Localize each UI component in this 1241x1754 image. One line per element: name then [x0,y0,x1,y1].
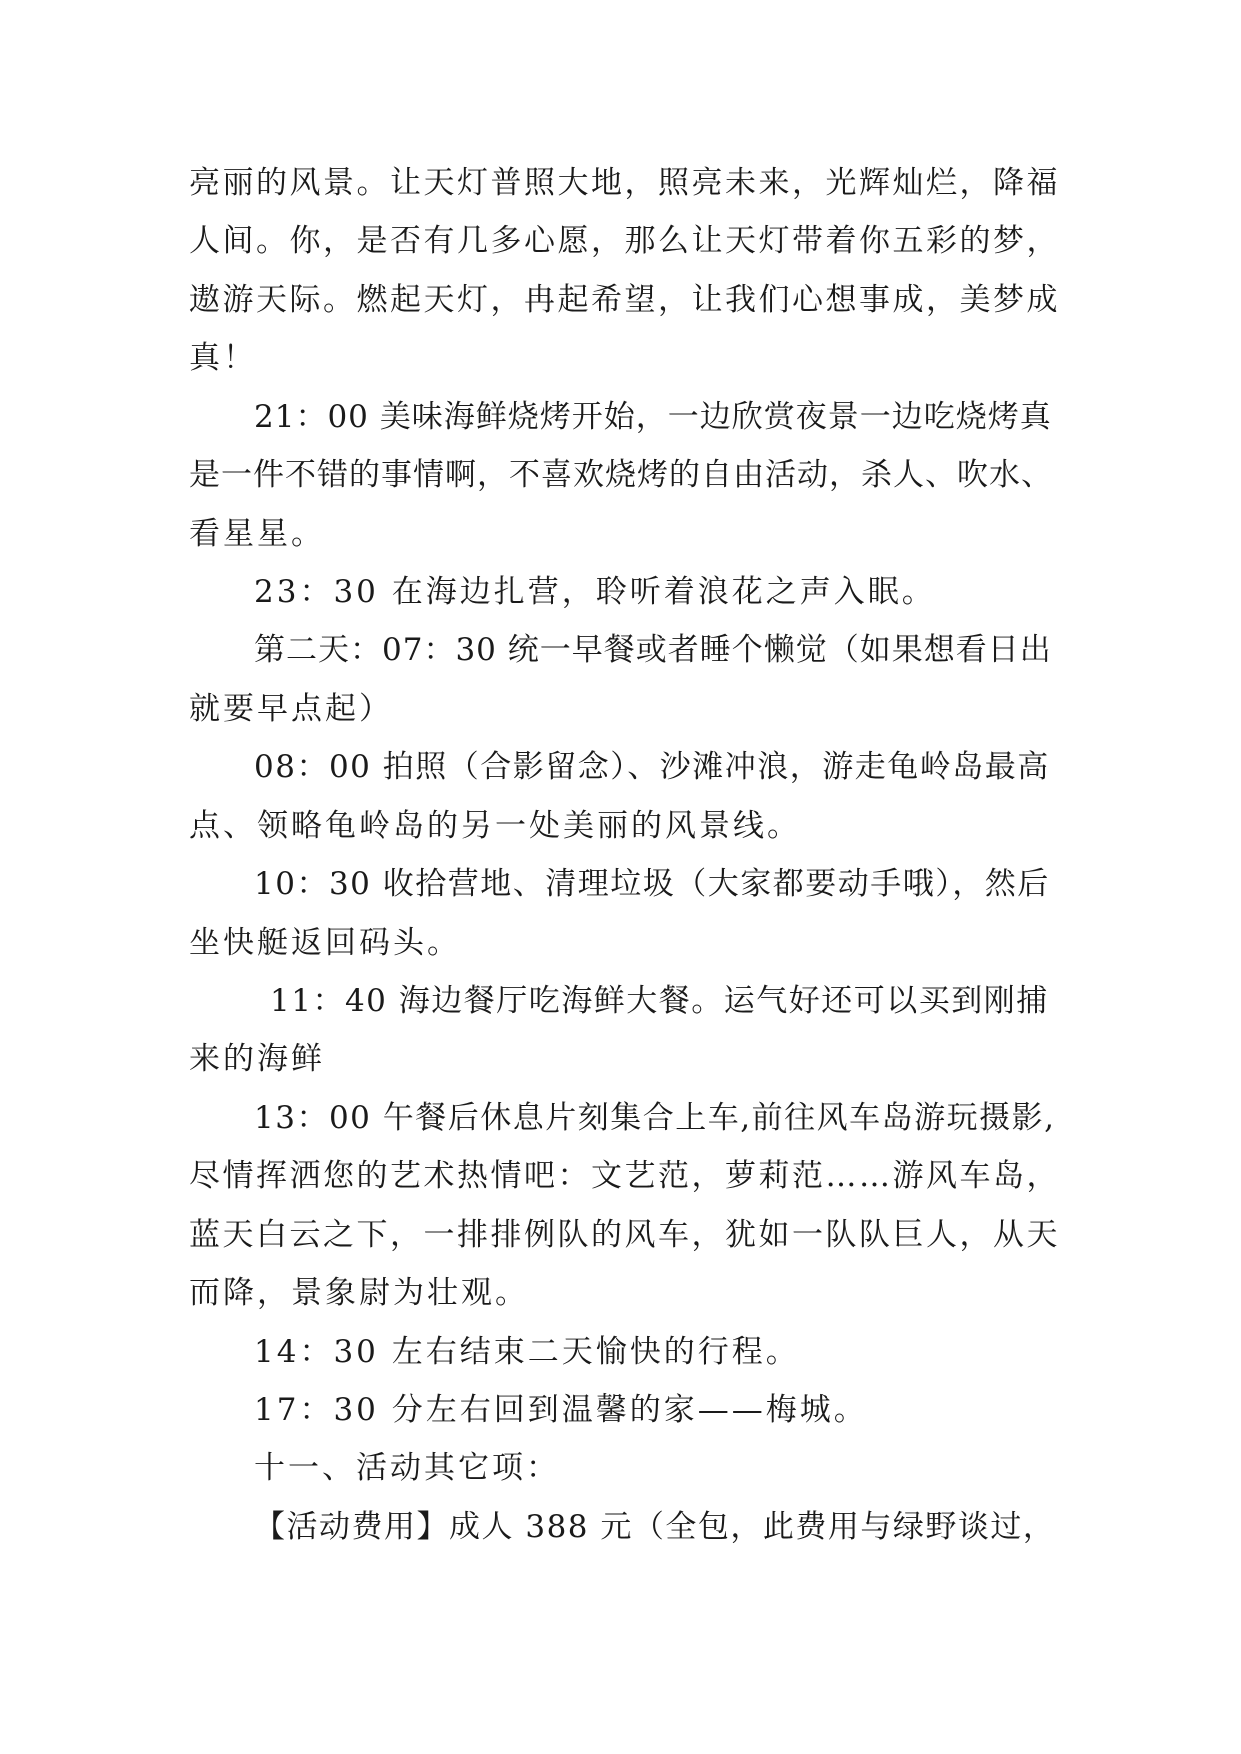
text-line: 23：30 在海边扎营，聆听着浪花之声入眠。 [254,574,936,610]
text-line: 08：00 拍照（合影留念）、沙滩冲浪，游走龟岭岛最高 [254,749,1050,785]
text-line: 【活动费用】成人 388 元（全包，此费用与绿野谈过， [254,1509,1056,1545]
text-line: 21：00 美味海鲜烧烤开始，一边欣赏夜景一边吃烧烤真 [254,399,1052,435]
text-line: 坐快艇返回码头。 [189,925,461,961]
text-line: 13：00 午餐后休息片刻集合上车,前往风车岛游玩摄影, [254,1100,1056,1136]
text-line: 人间。你，是否有几多心愿，那么让天灯带着你五彩的梦， [189,223,1060,259]
text-line: 就要早点起） [189,691,393,727]
text-line: 第二天：07：30 统一早餐或者睡个懒觉（如果想看日出 [254,632,1052,668]
text-line: 17：30 分左右回到温馨的家——梅城。 [254,1392,868,1428]
text-line: 10：30 收拾营地、清理垃圾（大家都要动手哦），然后 [254,866,1050,902]
text-line: 遨游天际。燃起天灯，冉起希望，让我们心想事成，美梦成 [189,282,1060,318]
text-line: 是一件不错的事情啊，不喜欢烧烤的自由活动，杀人、吹水、 [189,457,1053,493]
text-line: 看星星。 [189,516,325,552]
text-line: 14：30 左右结束二天愉快的行程。 [254,1334,800,1370]
text-line: 蓝天白云之下，一排排例队的风车，犹如一队队巨人，从天 [189,1217,1060,1253]
text-line: 尽情挥洒您的艺术热情吧：文艺范，萝莉范……游风车岛， [189,1158,1060,1194]
text-line: 来的海鲜 [189,1041,325,1077]
text-line: 11：40 海边餐厅吃海鲜大餐。运气好还可以买到刚捕 [270,983,1049,1019]
text-line: 真！ [189,340,257,376]
text-line: 点、领略龟岭岛的另一处美丽的风景线。 [189,808,801,844]
text-line: 而降，景象尉为壮观。 [189,1275,529,1311]
text-line: 亮丽的风景。让天灯普照大地，照亮未来，光辉灿烂，降福 [189,165,1060,201]
text-line: 十一、活动其它项： [254,1450,560,1486]
